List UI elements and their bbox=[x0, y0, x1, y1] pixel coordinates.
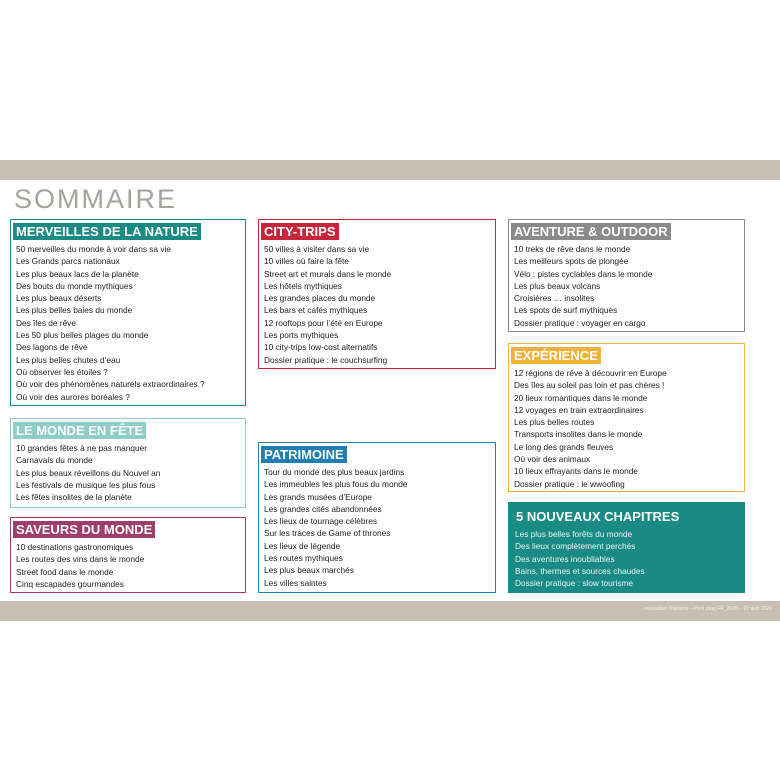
list-item: Le long des grands fleuves bbox=[514, 441, 614, 452]
list-item: Les fêtes insolites de la planète bbox=[16, 492, 132, 503]
list-item: Les plus belles chutes d’eau bbox=[16, 354, 121, 365]
list-item: 10 treks de rêve dans le monde bbox=[514, 244, 631, 254]
list-item: Les plus belles forêts du monde bbox=[515, 529, 633, 539]
list-item: Vélo : pistes cyclables dans le monde bbox=[514, 268, 653, 279]
section-list bbox=[509, 367, 744, 490]
section-title: PATRIMOINE bbox=[261, 446, 347, 463]
list-item: Les plus beaux réveillons du Nouvel an bbox=[16, 467, 161, 478]
section-list bbox=[508, 528, 745, 589]
list-item: Les plus belles routes bbox=[514, 417, 595, 428]
list-item: Les lieux de tournage célèbres bbox=[264, 516, 378, 527]
list-item: 50 villes à visiter dans sa vie bbox=[264, 244, 370, 254]
section-saveurs bbox=[10, 517, 246, 593]
list-item: Les grands musées d’Europe bbox=[264, 491, 372, 502]
list-item: Dossier pratique : voyager en cargo bbox=[514, 317, 646, 328]
list-item: 10 destinations gastronomiques bbox=[16, 542, 134, 552]
list-item: Les 50 plus belles plages du monde bbox=[16, 330, 149, 341]
list-item: 50 merveilles du monde à voir dans sa vie bbox=[16, 244, 171, 254]
list-item: Dossier pratique : le couchsurfing bbox=[264, 354, 388, 365]
list-item: Les plus beaux volcans bbox=[514, 280, 601, 291]
list-item: Les routes des vins dans le monde bbox=[16, 554, 145, 565]
list-item: 10 villes où faire la fête bbox=[264, 256, 349, 267]
section-title: SAVEURS DU MONDE bbox=[13, 521, 155, 538]
section-list bbox=[259, 466, 495, 589]
list-item: Les immeubles les plus fous du monde bbox=[264, 479, 408, 490]
list-item: Street food dans le monde bbox=[16, 566, 114, 577]
list-item: Les plus beaux marchés bbox=[264, 565, 354, 576]
section-title: CITY-TRIPS bbox=[261, 223, 339, 240]
list-item: Les plus beaux déserts bbox=[16, 293, 102, 304]
section-title: EXPÉRIENCE bbox=[511, 347, 601, 364]
section-list bbox=[259, 243, 495, 366]
section-list bbox=[509, 243, 744, 329]
list-item: 10 city-trips low-cost alternatifs bbox=[264, 342, 378, 353]
list-item: Les grandes cités abandonnées bbox=[264, 503, 382, 514]
list-item: Les routes mythiques bbox=[264, 553, 343, 564]
list-item: Des îles de rêve bbox=[16, 317, 76, 328]
section-city-trips bbox=[258, 219, 496, 369]
list-item: Dossier pratique : le wwoofing bbox=[514, 478, 625, 489]
list-item: 12 régions de rêve à découvrir en Europe bbox=[514, 368, 667, 378]
list-item: Les grandes places du monde bbox=[264, 293, 376, 304]
section-title: AVENTURE & OUTDOOR bbox=[511, 223, 671, 240]
list-item: Les plus belles baies du monde bbox=[16, 305, 133, 316]
list-item: Des lagons de rêve bbox=[16, 342, 88, 353]
section-aventure bbox=[508, 219, 745, 332]
list-item: Les spots de surf mythiques bbox=[514, 305, 618, 316]
list-item: Sur les traces de Game of thrones bbox=[264, 528, 391, 539]
section-title: LE MONDE EN FÊTE bbox=[13, 422, 146, 439]
list-item: 10 lieux effrayants dans le monde bbox=[514, 466, 638, 477]
list-item: 12 rooftops pour l’été en Europe bbox=[264, 317, 383, 328]
list-item: Les lieux de légende bbox=[264, 540, 341, 551]
list-item: Les villes saintes bbox=[264, 577, 327, 588]
list-item: Les ports mythiques bbox=[264, 330, 339, 341]
list-item: Transports insolites dans le monde bbox=[514, 429, 643, 440]
list-item: Des bouts du monde mythiques bbox=[16, 280, 133, 291]
section-list bbox=[11, 541, 245, 590]
list-item: Des îles au soleil pas loin et pas chères ! bbox=[514, 380, 665, 391]
list-item: Dossier pratique : slow tourisme bbox=[515, 578, 634, 589]
list-item: Où voir des aurores boréales ? bbox=[16, 391, 130, 402]
section-title: MERVEILLES DE LA NATURE bbox=[13, 223, 201, 240]
list-item: Carnavals du monde bbox=[16, 455, 93, 466]
section-list bbox=[11, 442, 245, 503]
list-item: Des aventures inoubliables bbox=[515, 553, 615, 564]
list-item: Street art et murals dans le monde bbox=[264, 268, 392, 279]
list-item: Où observer les étoiles ? bbox=[16, 366, 108, 377]
list-item: Les Grands parcs nationaux bbox=[16, 256, 120, 267]
section-fete bbox=[10, 418, 246, 508]
section-merveilles bbox=[10, 219, 246, 406]
list-item: Où voir des phénomènes naturels extraordinaires ? bbox=[16, 379, 205, 390]
top-band bbox=[0, 160, 780, 180]
list-item: Les festivals de musique les plus fous bbox=[16, 479, 156, 490]
footer-note: Innovation Tourisme – Print prog FR_2026 – 22 avril 2026 bbox=[643, 606, 772, 612]
list-item: Où voir des animaux bbox=[514, 454, 591, 465]
list-item: 20 lieux romantiques dans le monde bbox=[514, 392, 648, 403]
list-item: Cinq escapades gourmandes bbox=[16, 578, 124, 589]
section-patrimoine bbox=[258, 442, 496, 593]
list-item: Les meilleurs spots de plongée bbox=[514, 256, 629, 267]
list-item: Les hôtels mythiques bbox=[264, 280, 342, 291]
section-nouveaux-chapitres bbox=[508, 502, 745, 593]
section-list bbox=[11, 243, 245, 403]
list-item: Les bars et cafés mythiques bbox=[264, 305, 368, 316]
list-item: Croisières … insolites bbox=[514, 293, 595, 304]
section-title: 5 NOUVEAUX CHAPITRES bbox=[516, 509, 680, 524]
page-title: SOMMAIRE bbox=[14, 184, 178, 214]
list-item: Les plus beaux lacs de la planète bbox=[16, 268, 139, 279]
list-item: 12 voyages en train extraordinaires bbox=[514, 404, 644, 415]
list-item: Bains, thermes et sources chaudes bbox=[515, 565, 645, 576]
list-item: Tour du monde des plus beaux jardins bbox=[264, 467, 405, 477]
section-experience bbox=[508, 343, 745, 492]
list-item: 10 grandes fêtes à ne pas manquer bbox=[16, 443, 147, 453]
list-item: Des lieux complètement perchés bbox=[515, 541, 636, 552]
